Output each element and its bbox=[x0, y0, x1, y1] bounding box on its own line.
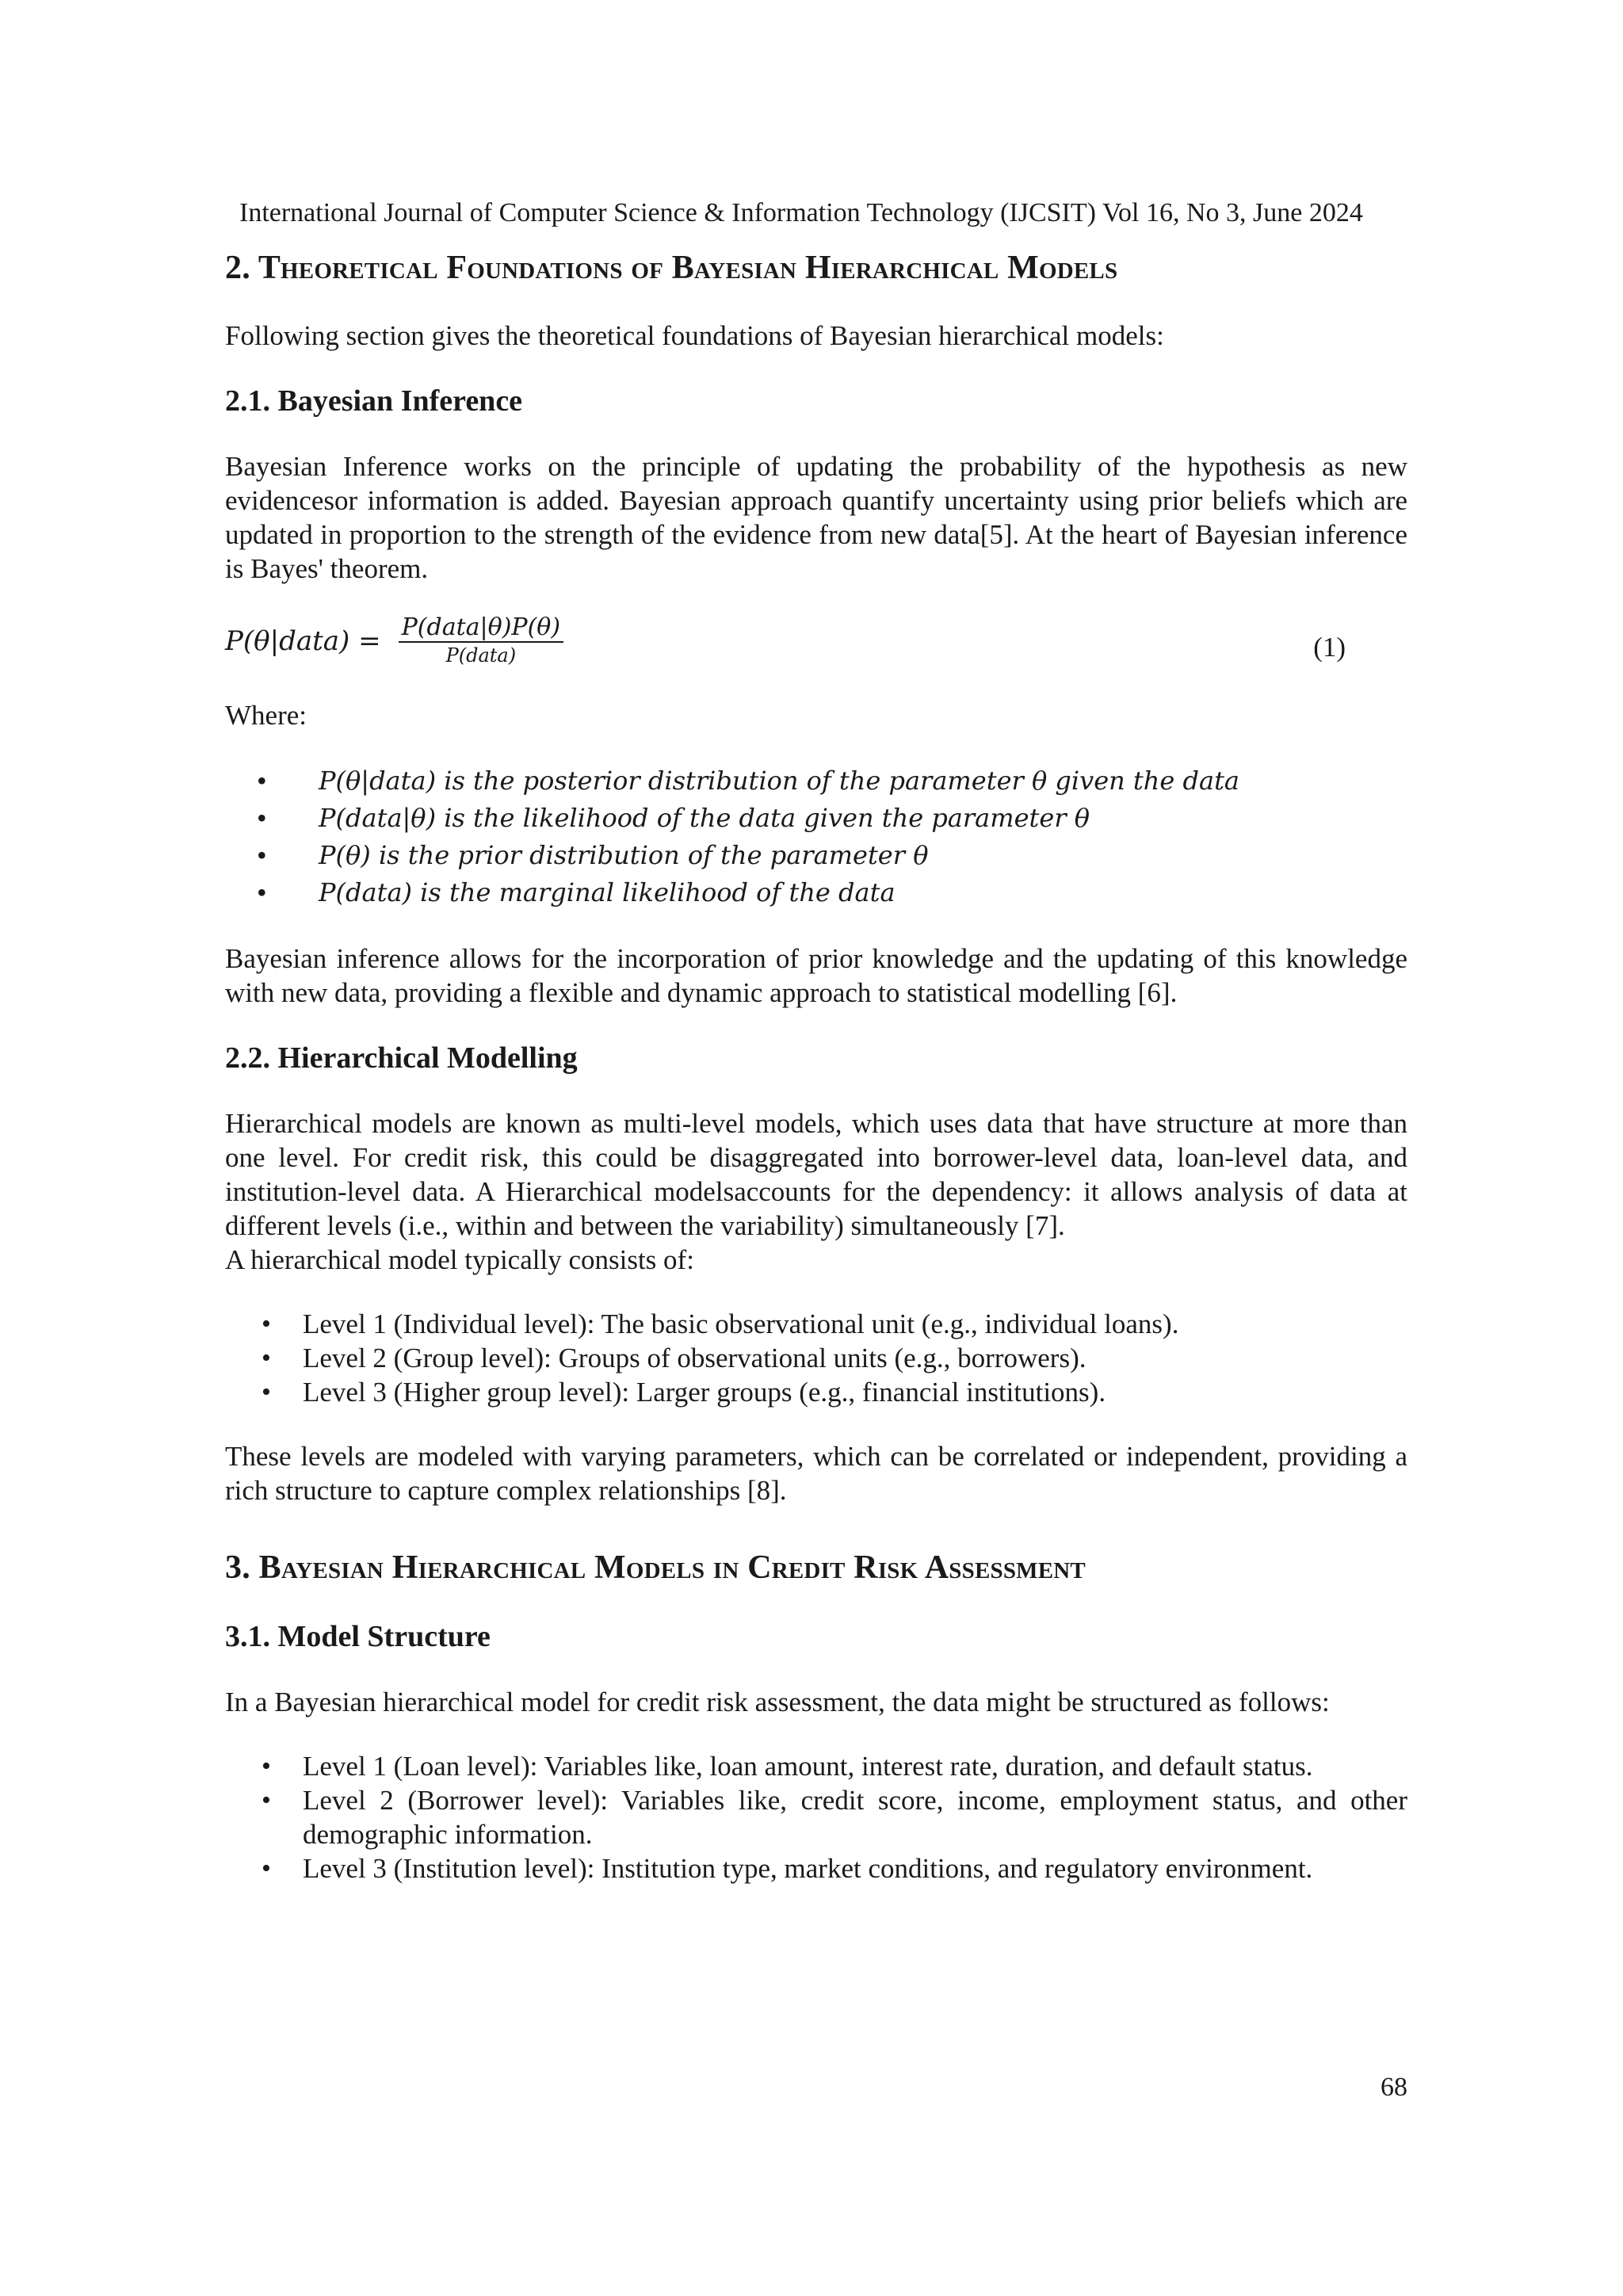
page-number: 68 bbox=[1381, 2073, 1407, 2102]
page-content bbox=[225, 247, 1407, 1885]
equation-denominator: P(data) bbox=[445, 644, 517, 667]
section-2-title: 2. Theoretical Foundations of Bayesian Hierarchical Models bbox=[225, 250, 1118, 286]
subsection-2-1-title: 2.1. Bayesian Inference bbox=[225, 384, 523, 418]
hierarchy-levels-list bbox=[225, 1307, 1407, 1409]
bayesian-inference-paragraph: Bayesian Inference works on the principle of updating the probability of the hypothesis as new evidencesor information is added. Bayesian approach quantify uncertainty using prior beliefs which are updated in proportion to the strength of the evidence from new data[5]. At the heart of Bayesian inference is Bayes' theorem. bbox=[225, 451, 1407, 584]
list-item: • P(θ) is the prior distribution of the parameter θ bbox=[225, 837, 1407, 874]
where-label: Where: bbox=[225, 700, 307, 731]
list-item: • P(θ|data) is the posterior distribution of the parameter θ given the data bbox=[225, 762, 1407, 800]
journal-header: International Journal of Computer Science & Information Technology (IJCSIT) Vol 16, No 3, June 2024 bbox=[239, 198, 1363, 227]
bayesian-inference-summary: Bayesian inference allows for the incorporation of prior knowledge and the updating of this knowledge with new data, providing a flexible and dynamic approach to statistical modelling [6]. bbox=[225, 943, 1407, 1008]
equation-body bbox=[225, 614, 563, 668]
list-item: • Level 1 (Loan level): Variables like, loan amount, interest rate, duration, and default status. bbox=[225, 1749, 1407, 1783]
subsection-2-2-title: 2.2. Hierarchical Modelling bbox=[225, 1041, 578, 1075]
model-structure-levels-list bbox=[225, 1749, 1407, 1885]
subsection-3-1-title: 3.1. Model Structure bbox=[225, 1620, 491, 1653]
section-3-title: 3. Bayesian Hierarchical Models in Credit Risk Assessment bbox=[225, 1549, 1086, 1586]
list-item: • Level 3 (Institution level): Institution type, market conditions, and regulatory environment. bbox=[225, 1851, 1407, 1885]
bayes-theorem-equation bbox=[225, 606, 1407, 678]
list-item: • P(data|θ) is the likelihood of the data given the parameter θ bbox=[225, 800, 1407, 837]
equation-lhs: P(θ|data) = bbox=[225, 625, 381, 657]
equation-numerator: P(data|θ)P(θ) bbox=[399, 614, 563, 643]
equation-number: (1) bbox=[1313, 632, 1346, 663]
levels-modeled-paragraph: These levels are modeled with varying parameters, which can be correlated or independent, providing a rich structure to capture complex relationships [8]. bbox=[225, 1441, 1407, 1506]
section-2-intro: Following section gives the theoretical foundations of Bayesian hierarchical models: bbox=[225, 320, 1164, 351]
equation-fraction bbox=[399, 614, 563, 668]
hierarchical-modelling-paragraph: Hierarchical models are known as multi-level models, which uses data that have structure at more than one level. For credit risk, this could be disaggregated into borrower-level data, loan-level data, and institution-level data. A Hierarchical modelsaccounts for the dependency: it allows analysis of data at different levels (i.e., within and between the variability) simultaneously [7]. bbox=[225, 1108, 1407, 1241]
definitions-list bbox=[225, 762, 1407, 911]
list-item: • Level 1 (Individual level): The basic observational unit (e.g., individual loans). bbox=[225, 1307, 1407, 1341]
list-item: • Level 3 (Higher group level): Larger groups (e.g., financial institutions). bbox=[225, 1375, 1407, 1409]
model-structure-paragraph: In a Bayesian hierarchical model for credit risk assessment, the data might be structured as follows: bbox=[225, 1687, 1330, 1717]
list-item: • Level 2 (Borrower level): Variables like, credit score, income, employment status, and other demographic information. bbox=[225, 1783, 1407, 1851]
list-item: • Level 2 (Group level): Groups of observational units (e.g., borrowers). bbox=[225, 1341, 1407, 1375]
hierarchical-model-consists: A hierarchical model typically consists of: bbox=[225, 1244, 694, 1275]
list-item: • P(data) is the marginal likelihood of the data bbox=[225, 874, 1407, 911]
